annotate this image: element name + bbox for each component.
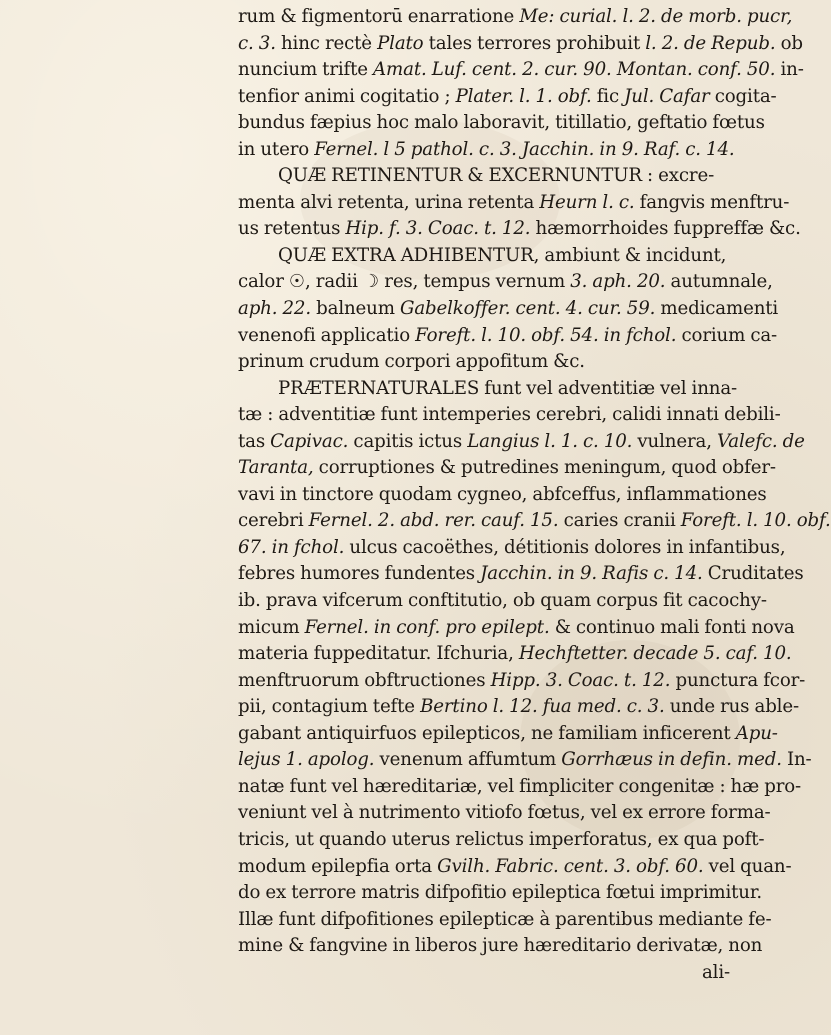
text-line: in utero Fernel. l 5 pathol. c. 3. Jacchin. in 9. Raf. c. 14.	[238, 138, 735, 160]
text-line: us retentus Hip. f. 3. Coac. t. 12. hæmorrhoides fuppreffæ &c.	[238, 218, 801, 240]
text-line: nuncium trifte Amat. Luf. cent. 2. cur. 90. Montan. conf. 50. in-	[238, 59, 804, 81]
section-heading-line: QUÆ RETINENTUR & EXCERNUNTUR : excre-	[278, 165, 715, 187]
text-line: febres humores fundentes Jacchin. in 9. Rafis c. 14. Cruditates	[238, 563, 804, 585]
text-line: natæ funt vel hæreditariæ, vel fimpliciter congenitæ : hæ pro-	[238, 775, 802, 797]
text-line: tas Capivac. capitis ictus Langius l. 1. c. 10. vulnera, Valefc. de	[238, 430, 805, 452]
text-line: menta alvi retenta, urina retenta Heurn l. c. fangvis menftru-	[238, 191, 790, 213]
text-line: veniunt vel à nutrimento vitiofo fœtus, vel ex errore forma-	[238, 802, 771, 824]
body-text	[238, 4, 831, 986]
text-line: do ex terrore matris difpofitio epileptica fœtui imprimitur.	[238, 882, 763, 904]
text-line: tricis, ut quando uterus relictus imperforatus, ex qua poft-	[238, 828, 765, 850]
text-line: lejus 1. apolog. venenum affumtum Gorrhæus in defin. med. In-	[238, 749, 812, 771]
text-line: menftruorum obftructiones Hipp. 3. Coac. t. 12. punctura fcor-	[238, 669, 806, 691]
section-heading-line: PRÆTERNATURALES funt vel adventitiæ vel inna-	[278, 377, 738, 399]
text-line: prinum crudum corpori appofitum &c.	[238, 351, 585, 373]
catchword: ali-	[701, 961, 730, 983]
text-line: aph. 22. balneum Gabelkoffer. cent. 4. cur. 59. medicamenti	[238, 298, 779, 320]
text-line: calor ☉, radii ☽ res, tempus vernum 3. aph. 20. autumnale,	[238, 271, 773, 293]
section-heading-line: QUÆ EXTRA ADHIBENTUR, ambiunt & incidunt,	[278, 244, 727, 266]
text-line: tenfior animi cogitatio ; Plater. l. 1. obf. fic Jul. Cafar cogita-	[238, 85, 777, 107]
text-line: materia fuppeditatur. Ifchuria, Hechftetter. decade 5. caf. 10.	[238, 643, 792, 665]
text-line: bundus fæpius hoc malo laboravit, titillatio, geftatio fœtus	[238, 112, 765, 134]
text-line: venenofi applicatio Foreft. l. 10. obf. 54. in fchol. corium ca-	[238, 324, 778, 346]
text-line: Taranta, corruptiones & putredines meningum, quod obfer-	[238, 457, 776, 479]
text-line: c. 3. hinc rectè Plato tales terrores prohibuit l. 2. de Repub. ob	[238, 32, 803, 54]
text-line: 67. in fchol. ulcus cacoëthes, détitionis dolores in infantibus,	[238, 536, 786, 558]
text-line: micum Fernel. in conf. pro epilept. & continuo mali fonti nova	[238, 616, 795, 638]
text-line: rum & figmentorū enarratione Me: curial. l. 2. de morb. pucr,	[238, 6, 793, 27]
text-line: tæ : adventitiæ funt intemperies cerebri, calidi innati debili-	[238, 404, 781, 426]
text-line: vavi in tinctore quodam cygneo, abfceffus, inflammationes	[238, 483, 767, 505]
text-line: mine & fangvine in liberos jure hæreditario derivatæ, non	[238, 935, 763, 957]
text-line: Illæ funt difpofitiones epilepticæ à parentibus mediante fe-	[238, 908, 772, 930]
text-line: pii, contagium tefte Bertino l. 12. fua med. c. 3. unde rus able-	[238, 696, 799, 718]
text-line: cerebri Fernel. 2. abd. rer. cauf. 15. caries cranii Foreft. l. 10. obf.	[238, 510, 831, 532]
text-line: modum epilepfia orta Gvilh. Fabric. cent. 3. obf. 60. vel quan-	[238, 855, 792, 877]
text-line: ib. prava vifcerum conftitutio, ob quam corpus fit cacochy-	[238, 590, 767, 612]
text-line: gabant antiquirfuos epilepticos, ne familiam inficerent Apu-	[238, 722, 778, 744]
